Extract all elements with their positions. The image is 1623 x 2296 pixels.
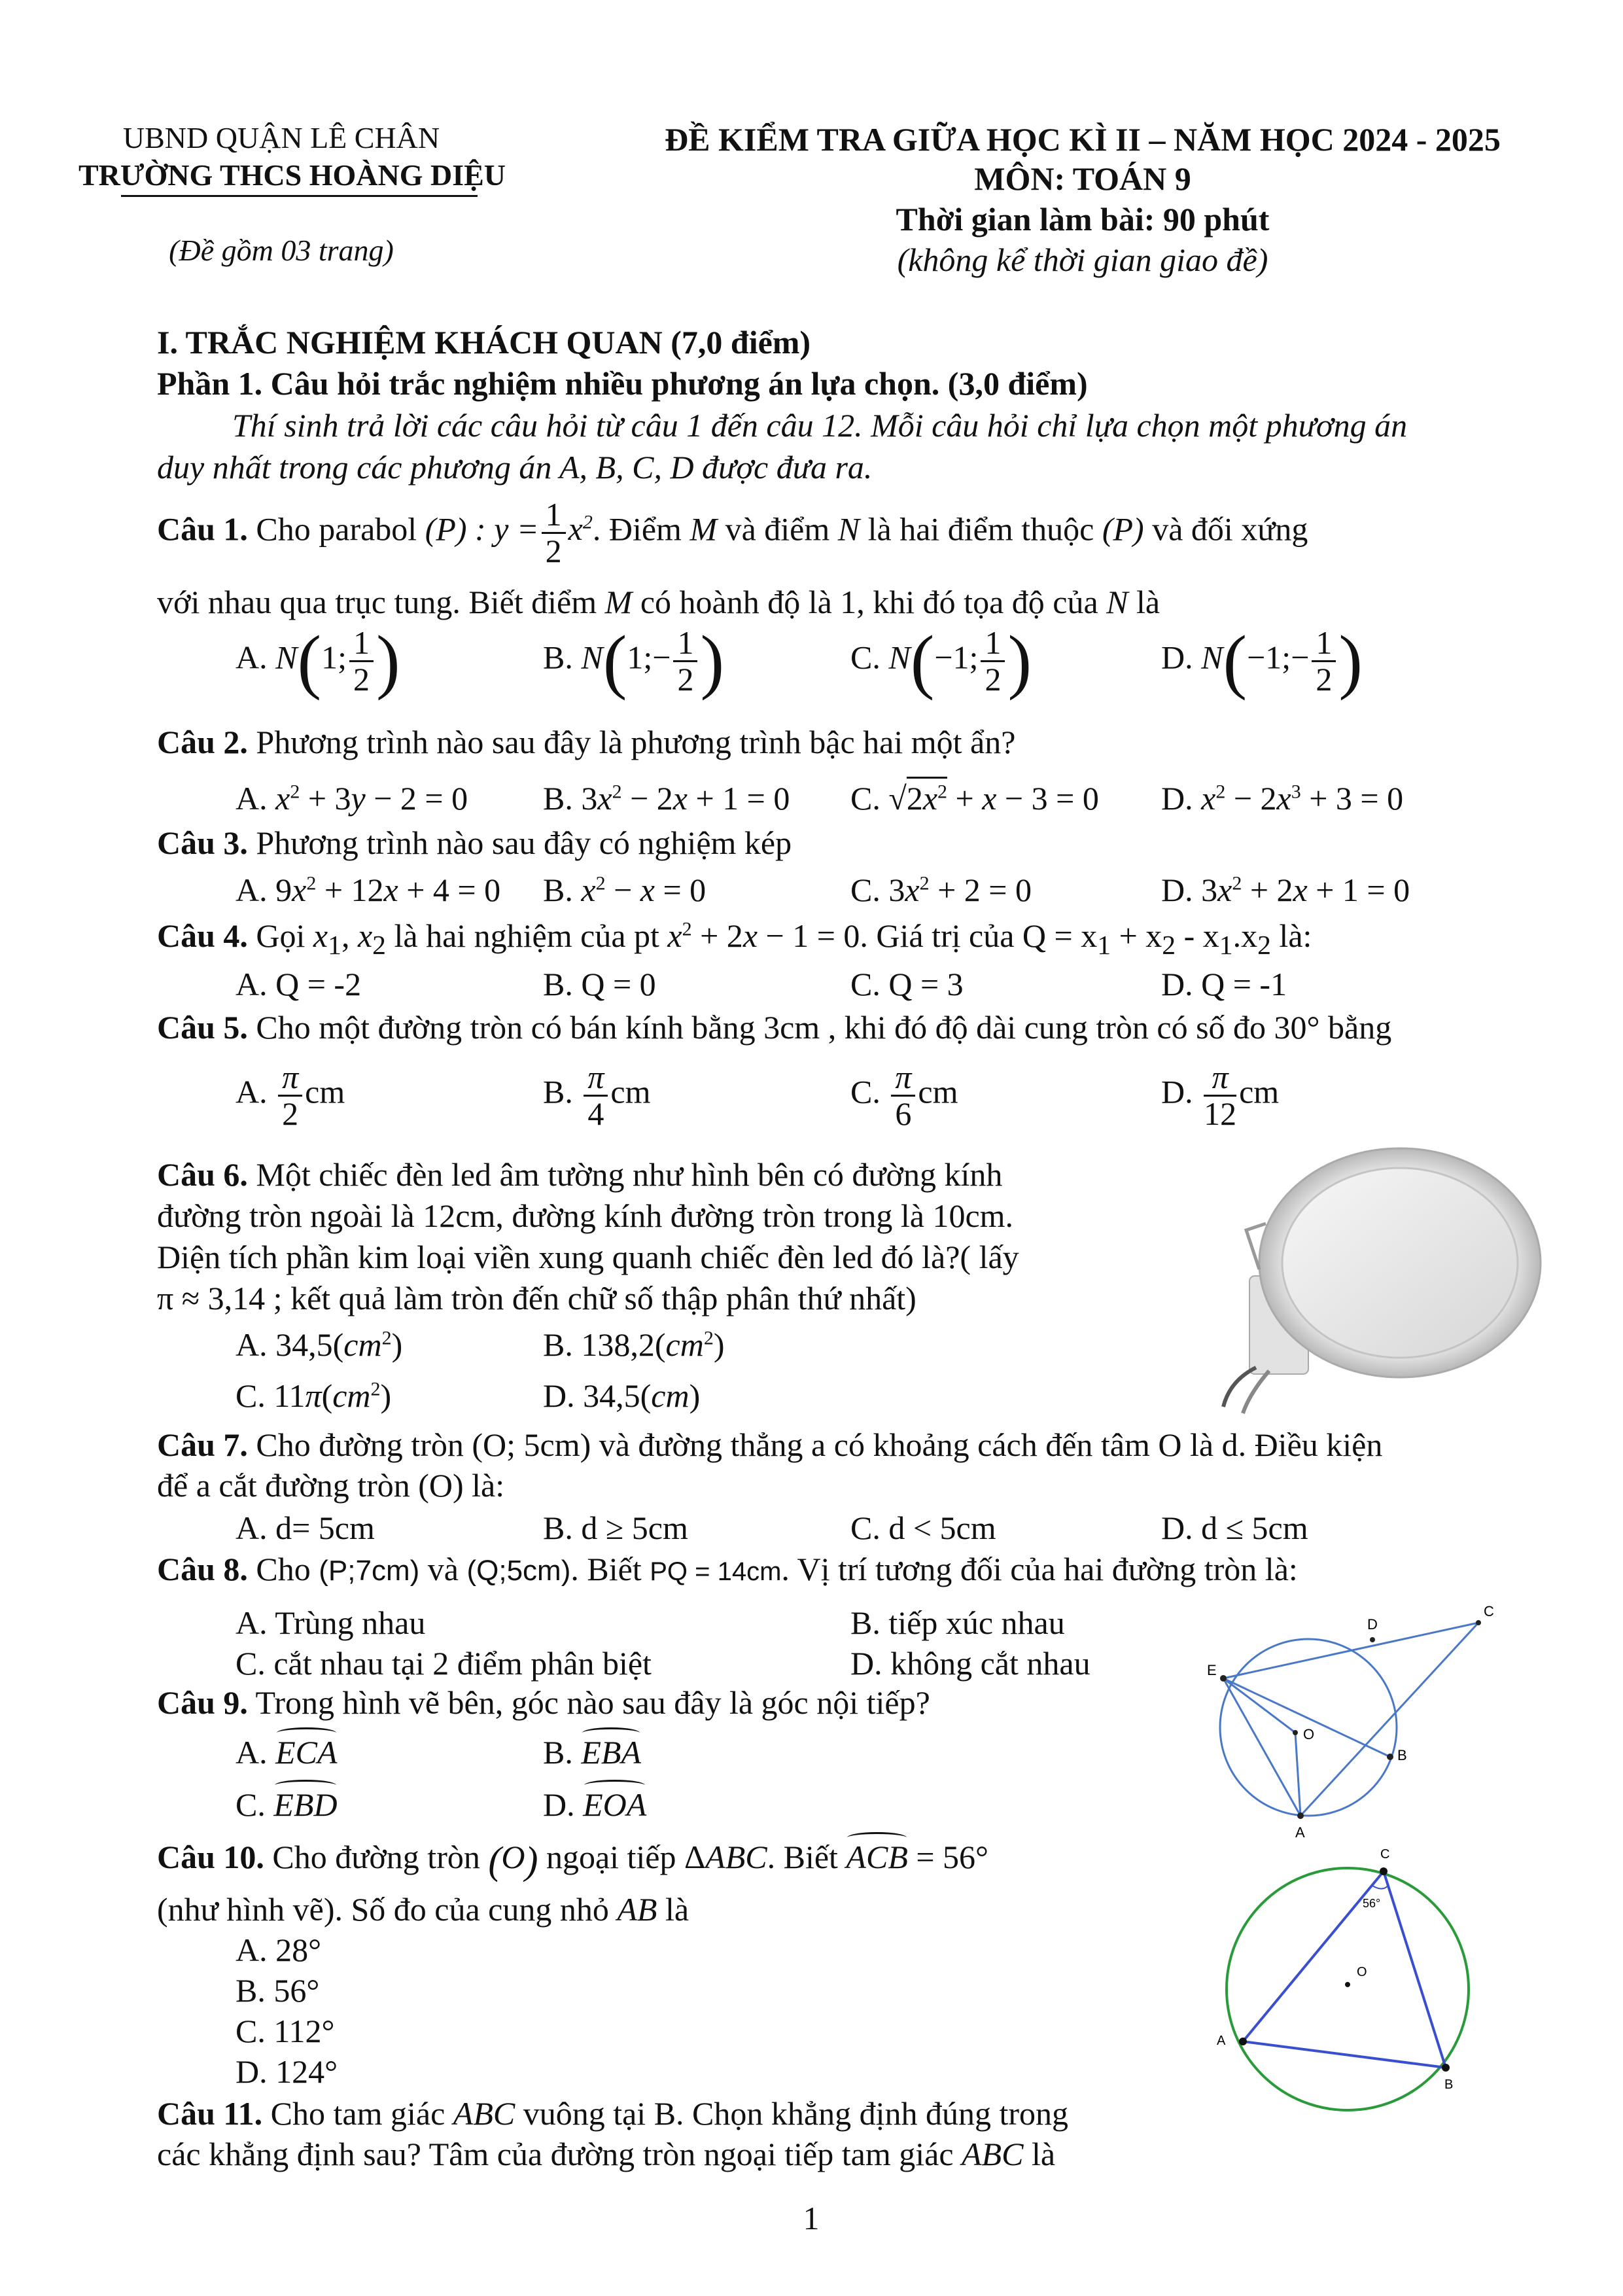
q1-text-e: và đối xứng: [1152, 510, 1308, 548]
q1-line2-a: với nhau qua trục tung. Biết điểm: [157, 584, 597, 620]
q10-line2-a: (như hình vẽ). Số đo của cung nhỏ: [157, 1891, 609, 1928]
q8-text-a: Cho: [256, 1551, 311, 1587]
fig9-label-e: E: [1207, 1662, 1217, 1678]
q1-option-a[interactable]: A. N(1; $\frac{1}{2}$ ): [236, 621, 400, 701]
q7-label: Câu 7.: [157, 1426, 248, 1463]
q7-line-1: Cho đường tròn (O; 5cm) và đường thẳng a có khoảng cách đến tâm O là d. Điều kiện: [256, 1426, 1383, 1463]
q8-option-a[interactable]: A. Trùng nhau: [236, 1604, 426, 1641]
question-1-line-2: với nhau qua trục tung. Biết điểm M có hoành độ là 1, khi đó tọa độ của N là: [157, 584, 1161, 620]
question-6-line-2: đường tròn ngoài là 12cm, đường kính đường tròn trong là 10cm.: [157, 1197, 1014, 1234]
q1-line2-b: có hoành độ là 1, khi đó tọa độ của: [640, 584, 1098, 620]
q3-option-d[interactable]: D. $3x^2 + 2x + 1 = 0$: [1161, 872, 1410, 908]
q6-option-c[interactable]: C. $11\pi(cm^2)$: [236, 1377, 392, 1414]
q4-option-c[interactable]: C. Q = 3: [850, 966, 964, 1002]
q5-option-c[interactable]: C. $\frac{\pi}{6}$ cm: [850, 1059, 958, 1132]
q5-text: Cho một đường tròn có bán kính bằng 3cm , khi đó độ dài cung tròn có số đo 30° bằng: [256, 1009, 1392, 1046]
line-e-a: [1223, 1678, 1300, 1816]
q10-text-d: = 56°: [916, 1839, 989, 1875]
q9-circle-figure: [1204, 1597, 1505, 1845]
q8-option-d[interactable]: D. không cắt nhau: [850, 1645, 1091, 1682]
q2-option-b[interactable]: B. $3x^2 - 2x + 1 = 0$: [543, 780, 790, 817]
fig10-label-a: A: [1217, 2034, 1226, 2048]
q8-circle-p: (P;7cm): [319, 1555, 420, 1587]
q10-option-d[interactable]: D. 124°: [236, 2053, 338, 2090]
q2-label: Câu 2.: [157, 724, 248, 760]
exam-subject: MÔN: TOÁN 9: [974, 160, 1191, 197]
q3-option-b[interactable]: B. $x^2 - x = 0$: [543, 872, 707, 908]
question-5: [157, 1008, 1391, 1047]
q8-text-b: và: [427, 1551, 459, 1587]
q1-text-b: . Điểm: [592, 510, 682, 548]
page-number: 1: [803, 2200, 820, 2236]
school-name: TRƯỜNG THCS HOÀNG DIỆU: [79, 158, 506, 192]
q4-option-d[interactable]: D. Q = -1: [1161, 966, 1287, 1002]
q8-circle-q: (Q;5cm): [466, 1555, 571, 1587]
q8-option-b[interactable]: B. tiếp xúc nhau: [850, 1604, 1065, 1641]
q11-line1-a: Cho tam giác: [270, 2095, 445, 2132]
q4-option-b[interactable]: B. Q = 0: [543, 966, 656, 1002]
q3-label: Câu 3.: [157, 824, 248, 861]
q3-text: Phương trình nào sau đây có nghiệm kép: [256, 824, 792, 861]
q9-option-c[interactable]: C. EBD: [236, 1786, 338, 1823]
q11-label: Câu 11.: [157, 2095, 263, 2132]
q7-option-c[interactable]: C. d < 5cm: [850, 1510, 996, 1546]
school-underline: [121, 195, 478, 197]
q11-line2-b: là: [1031, 2136, 1056, 2172]
q11-line1-b: vuông tại B. Chọn khẳng định đúng trong: [523, 2095, 1069, 2132]
q8-text-c: . Biết: [570, 1551, 642, 1587]
q4-text-c: . Giá trị của Q = x: [860, 917, 1098, 954]
q1-text-d: là hai điểm thuộc: [867, 510, 1094, 548]
q6-label: Câu 6.: [157, 1156, 248, 1193]
triangle-abc: [1243, 1871, 1446, 2068]
question-11-line-1: Câu 11. Cho tam giác ABC vuông tại B. Chọn khẳng định đúng trong: [157, 2095, 1069, 2132]
q3-option-a[interactable]: A. $9x^2 + 12x + 4 = 0$: [236, 872, 501, 908]
q9-text: Trong hình vẽ bên, góc nào sau đây là góc nội tiếp?: [255, 1684, 930, 1721]
question-1: Câu 1. Cho parabol (P) : y = $\frac{1}{2}$ $x^2$. Điểm M và điểm N là hai điểm thuộc (P) và đối xứng: [157, 496, 1308, 569]
question-8: [157, 1549, 1298, 1589]
q6-option-a[interactable]: A. $34,5(cm^2)$: [236, 1326, 403, 1363]
fig9-label-b: B: [1397, 1747, 1407, 1763]
q8-option-c[interactable]: C. cắt nhau tại 2 điểm phân biệt: [236, 1645, 652, 1682]
q9-option-d[interactable]: D. EOA: [543, 1786, 647, 1823]
question-10-line-2: (như hình vẽ). Số đo của cung nhỏ AB là: [157, 1891, 689, 1928]
q10-label: Câu 10.: [157, 1839, 264, 1875]
q9-option-b[interactable]: B. EBA: [543, 1734, 641, 1771]
fig10-label-c: C: [1380, 1847, 1390, 1862]
q8-pq: PQ = 14cm: [650, 1557, 782, 1586]
instruction-line-2: duy nhất trong các phương án A, B, C, D được đưa ra.: [157, 449, 873, 486]
q9-label: Câu 9.: [157, 1684, 248, 1721]
exam-time-note: (không kể thời gian giao đề): [897, 241, 1268, 278]
question-6-line-4: π ≈ 3,14 ; kết quả làm tròn đến chữ số thập phân thứ nhất): [157, 1280, 916, 1316]
q2-option-d[interactable]: D. $x^2 - 2x^3 + 3 = 0$: [1161, 780, 1404, 817]
q5-option-d[interactable]: D. $\frac{\pi}{12}$ cm: [1161, 1059, 1280, 1132]
question-6-line-1: [157, 1155, 1002, 1194]
q7-option-a[interactable]: A. d= 5cm: [236, 1510, 375, 1546]
instruction-line-1: Thí sinh trả lời các câu hỏi từ câu 1 đến câu 12. Mỗi câu hỏi chỉ lựa chọn một phương án: [232, 407, 1408, 444]
q10-line2-b: là: [665, 1891, 689, 1928]
question-4: Câu 4. Gọi $x_1$, $x_2$ là hai nghiệm của pt $x^2 + 2x - 1 = 0$. Giá trị của $Q = x_1 + x_2 - x_1.x_2$ là:: [157, 917, 1312, 961]
q4-text-d: là:: [1279, 917, 1312, 954]
inner-face: [1282, 1168, 1518, 1358]
line-e-b: [1223, 1678, 1390, 1757]
q4-text-a: Gọi: [256, 917, 305, 954]
exam-title: ĐỀ KIỂM TRA GIỮA HỌC KÌ II – NĂM HỌC 2024 - 2025: [665, 121, 1501, 158]
q3-option-c[interactable]: C. $3x^2 + 2 = 0$: [850, 872, 1032, 908]
q2-text: Phương trình nào sau đây là phương trình bậc hai một ẩn?: [256, 724, 1016, 760]
q8-text-d: . Vị trí tương đối của hai đường tròn là:: [781, 1551, 1298, 1587]
led-lamp-figure: [1204, 1145, 1544, 1420]
exam-time: Thời gian làm bài: 90 phút: [896, 201, 1270, 238]
q1-option-c[interactable]: C. N(−1; $\frac{1}{2}$ ): [850, 621, 1032, 701]
q7-option-b[interactable]: B. d ≥ 5cm: [543, 1510, 688, 1546]
q10-circle-figure: [1197, 1845, 1498, 2120]
q4-label: Câu 4.: [157, 917, 248, 954]
q10-text-a: Cho đường tròn: [272, 1839, 480, 1875]
q1-option-d[interactable]: D. N(−1;− $\frac{1}{2}$ ): [1161, 621, 1363, 701]
q1-text: Cho parabol: [256, 510, 417, 548]
q10-text-b: ngoại tiếp: [546, 1839, 676, 1875]
school-district: UBND QUẬN LÊ CHÂN: [122, 121, 440, 154]
question-3: [157, 823, 792, 862]
q6-option-b[interactable]: B. $138,2(cm^2)$: [543, 1326, 725, 1363]
q10-option-a[interactable]: A. 28°: [236, 1932, 322, 1968]
q5-label: Câu 5.: [157, 1009, 248, 1046]
q1-line2-c: là: [1136, 584, 1161, 620]
question-6-line-3: Diện tích phần kim loại viền xung quanh chiếc đèn led đó là?( lấy: [157, 1239, 1019, 1275]
q10-option-b[interactable]: B. 56°: [236, 1972, 320, 2009]
fig9-label-a: A: [1295, 1824, 1305, 1841]
question-2: [157, 722, 1015, 762]
page-count-note: (Đề gồm 03 trang): [169, 234, 394, 267]
question-9: [157, 1683, 930, 1722]
q2-option-c[interactable]: C. $√2x^2 + x - 3 = 0$: [850, 779, 1099, 818]
fig9-label-c: C: [1484, 1603, 1494, 1619]
q10-text-c: . Biết: [767, 1839, 838, 1875]
q10-option-c[interactable]: C. 112°: [236, 2013, 335, 2049]
q4-text-b: là hai nghiệm của pt: [394, 917, 659, 954]
fig10-label-o: O: [1357, 1965, 1367, 1979]
q7-option-d[interactable]: D. d ≤ 5cm: [1161, 1510, 1308, 1546]
line-c-a: [1300, 1623, 1478, 1816]
fig10-angle-label: 56°: [1363, 1897, 1381, 1910]
q9-option-a[interactable]: A. ECA: [236, 1734, 338, 1771]
q11-line2-a: các khẳng định sau? Tâm của đường tròn ngoại tiếp tam giác: [157, 2136, 954, 2172]
q5-option-b[interactable]: B. $\frac{\pi}{4}$ cm: [543, 1059, 651, 1132]
question-7-line-2: để a cắt đường tròn (O) là:: [157, 1467, 505, 1504]
question-10: Câu 10. Cho đường tròn (O) ngoại tiếp ΔABC. Biết ACB = 56°: [157, 1839, 989, 1882]
line-e-c: [1223, 1623, 1478, 1678]
q1-option-b[interactable]: B. N(1;− $\frac{1}{2}$ ): [543, 621, 725, 701]
section-title: I. TRẮC NGHIỆM KHÁCH QUAN (7,0 điểm): [157, 324, 811, 361]
question-7-line-1: [157, 1425, 1382, 1464]
q4-option-a[interactable]: A. Q = -2: [236, 966, 362, 1002]
fig9-label-o: O: [1303, 1726, 1315, 1742]
q1-text-c: và điểm: [725, 510, 830, 548]
question-11-line-2: các khẳng định sau? Tâm của đường tròn ngoại tiếp tam giác ABC là: [157, 2136, 1056, 2172]
line-o-e: [1223, 1678, 1295, 1733]
q5-option-a[interactable]: A. $\frac{\pi}{2}$ cm: [236, 1059, 345, 1132]
part-title: Phần 1. Câu hỏi trắc nghiệm nhiều phương án lựa chọn. (3,0 điểm): [157, 365, 1088, 402]
fig10-label-b: B: [1444, 2077, 1454, 2092]
q1-label: Câu 1.: [157, 510, 248, 548]
fig9-label-d: D: [1367, 1616, 1378, 1633]
q2-option-a[interactable]: A. $x^2 + 3y - 2 = 0$: [236, 780, 468, 817]
q8-label: Câu 8.: [157, 1551, 248, 1587]
line-a-o: [1295, 1733, 1300, 1816]
q6-line-1: Một chiếc đèn led âm tường như hình bên có đường kính: [256, 1156, 1003, 1193]
q6-option-d[interactable]: D. 34,5(cm): [543, 1377, 701, 1414]
circumcircle: [1227, 1868, 1469, 2110]
